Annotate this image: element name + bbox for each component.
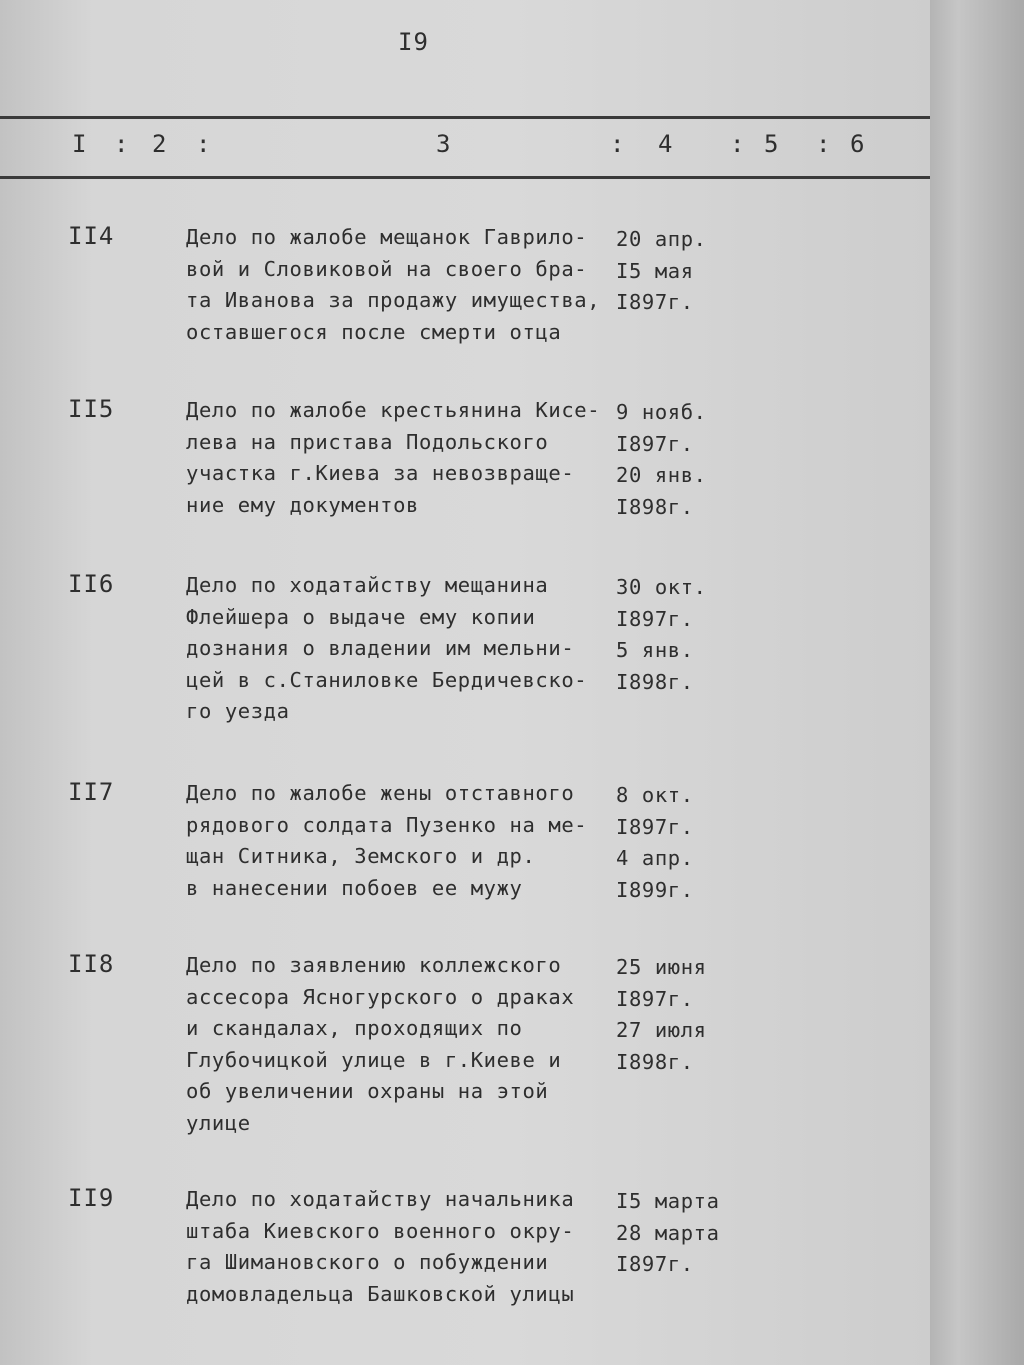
description-line: Дело по жалобе мещанок Гаврило-	[186, 225, 588, 249]
description-line: го уезда	[186, 699, 290, 723]
description-line: Дело по жалобе крестьянина Кисе-	[186, 398, 601, 422]
description-line: лева на пристава Подольского	[186, 429, 549, 454]
underlying-sheet-edge	[930, 0, 1024, 1365]
date-line: I897г.	[616, 290, 694, 314]
entry-description	[186, 570, 616, 728]
entry-dates	[616, 952, 736, 1078]
column-separator: :	[816, 130, 831, 158]
entry-description	[186, 222, 616, 348]
description-line: га Шимановского о побуждении	[186, 1250, 549, 1274]
date-line: I897г.	[616, 814, 694, 839]
date-line: I898г.	[616, 494, 694, 519]
description-line: Дело по ходатайству начальника	[186, 1187, 575, 1211]
entry-number: II9	[68, 1184, 115, 1212]
column-separator: :	[114, 130, 129, 158]
description-line: Дело по ходатайству мещанина	[186, 573, 549, 597]
column-header-6: 6	[850, 130, 865, 158]
description-line: вой и Словиковой на своего бра-	[186, 256, 588, 281]
description-line: та Иванова за продажу имущества,	[186, 288, 601, 312]
column-header-row	[0, 130, 930, 166]
column-separator: :	[610, 130, 625, 158]
entry-dates	[616, 780, 736, 906]
date-line: 20 апр.	[616, 227, 707, 251]
date-line: I5 мая	[616, 258, 694, 283]
date-line: I898г.	[616, 669, 694, 694]
header-top-rule	[0, 116, 930, 119]
description-line: Дело по заявлению коллежского	[186, 953, 562, 977]
date-line: 25 июня	[616, 955, 707, 979]
column-header-5: 5	[764, 130, 779, 158]
description-line: оставшегося после смерти отца	[186, 319, 562, 344]
description-line: участка г.Киева за невозвраще-	[186, 461, 575, 485]
description-line: улице	[186, 1110, 251, 1135]
entry-dates	[616, 397, 736, 523]
entry-description	[186, 1184, 616, 1310]
entry-number: II7	[68, 778, 115, 806]
entry-dates	[616, 224, 736, 319]
description-line: Флейшера о выдаче ему копии	[186, 604, 536, 629]
description-line: штаба Киевского военного окру-	[186, 1218, 575, 1243]
date-line: 27 июля	[616, 1018, 707, 1042]
entry-number: II4	[68, 222, 115, 250]
column-header-4: 4	[658, 130, 673, 158]
column-header-1: I	[72, 130, 87, 158]
entry-number: II5	[68, 395, 115, 423]
entry-description	[186, 395, 616, 521]
entry-dates	[616, 1186, 736, 1281]
description-line: цей в с.Станиловке Бердичевско-	[186, 667, 588, 692]
entry-description	[186, 950, 616, 1139]
date-line: 8 окт.	[616, 783, 694, 807]
description-line: рядового солдата Пузенко на ме-	[186, 812, 588, 837]
description-line: ние ему документов	[186, 492, 419, 517]
date-line: I899г.	[616, 877, 694, 902]
column-separator: :	[196, 130, 211, 158]
page-number: I9	[398, 28, 429, 56]
date-line: 4 апр.	[616, 846, 694, 870]
entry-description	[186, 778, 616, 904]
column-separator: :	[730, 130, 745, 158]
description-line: домовладельца Башковской улицы	[186, 1281, 575, 1306]
description-line: об увеличении охраны на этой	[186, 1079, 549, 1103]
date-line: I897г.	[616, 606, 694, 631]
date-line: I898г.	[616, 1049, 694, 1074]
header-bottom-rule	[0, 176, 930, 179]
date-line: 28 марта	[616, 1220, 720, 1245]
date-line: I897г.	[616, 431, 694, 456]
description-line: ассесора Ясногурского о драках	[186, 984, 575, 1009]
date-line: I897г.	[616, 1252, 694, 1276]
date-line: I897г.	[616, 986, 694, 1011]
description-line: щан Ситника, Земского и др.	[186, 844, 536, 868]
entry-dates	[616, 572, 736, 698]
description-line: дознания о владении им мельни-	[186, 636, 575, 660]
entry-number: II6	[68, 570, 115, 598]
column-header-2: 2	[152, 130, 167, 158]
date-line: 30 окт.	[616, 575, 707, 599]
description-line: и скандалах, проходящих по	[186, 1016, 523, 1040]
description-line: в нанесении побоев ее мужу	[186, 875, 523, 900]
column-header-3: 3	[436, 130, 451, 158]
date-line: 5 янв.	[616, 638, 694, 662]
description-line: Глубочицкой улице в г.Киеве и	[186, 1047, 562, 1072]
date-line: 20 янв.	[616, 463, 707, 487]
date-line: I5 марта	[616, 1189, 720, 1213]
description-line: Дело по жалобе жены отставного	[186, 781, 575, 805]
entry-number: II8	[68, 950, 115, 978]
date-line: 9 нояб.	[616, 400, 707, 424]
